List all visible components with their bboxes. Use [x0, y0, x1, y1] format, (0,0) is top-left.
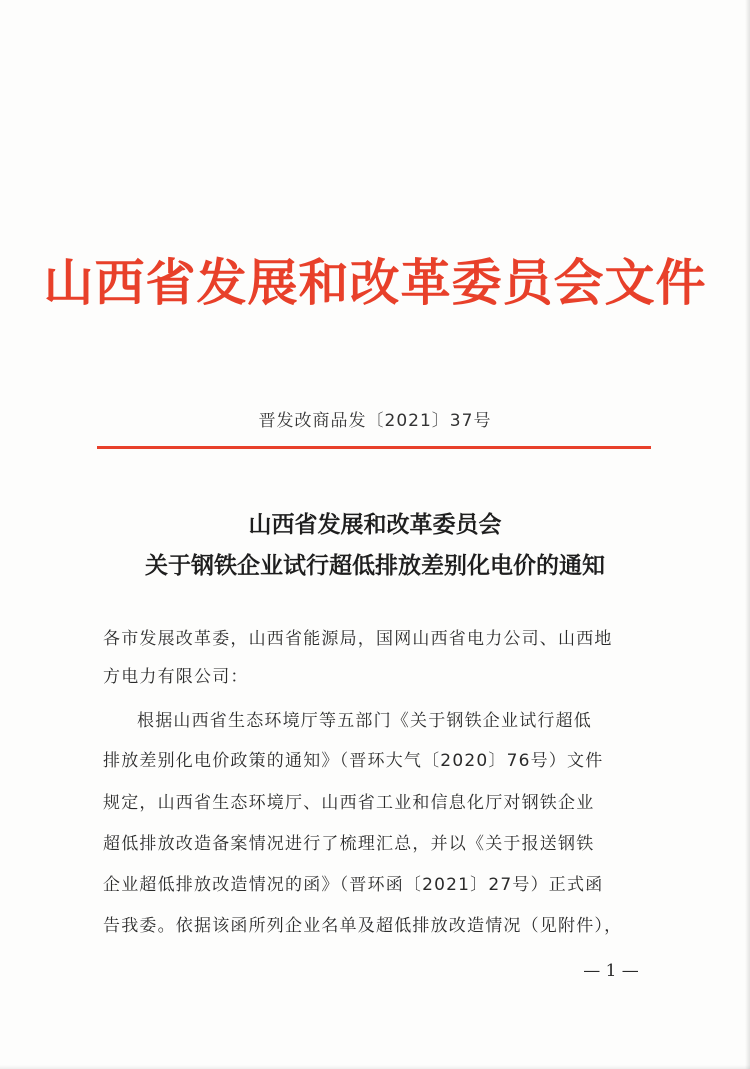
document-number: 晋发改商品发〔2021〕37号 — [258, 411, 492, 431]
masthead-title: 山西省发展和改革委员会文件 — [43, 253, 707, 312]
page-number: — 1 — — [583, 961, 639, 981]
red-separator-line — [97, 446, 651, 449]
body-line-paragraph-start: 根据山西省生态环境厅等五部门《关于钢铁企业试行超低 — [137, 711, 592, 731]
body-line: 告我委。依据该函所列企业名单及超低排放改造情况（见附件）， — [103, 916, 623, 936]
page-bottom-shadow — [0, 1065, 750, 1069]
body-line: 超低排放改造备案情况进行了梳理汇总，并以《关于报送钢铁 — [103, 834, 595, 854]
document-title-line-2: 关于钢铁企业试行超低排放差别化电价的通知 — [145, 552, 605, 579]
body-line-addressees: 各市发展改革委，山西省能源局，国网山西省电力公司、山西地 — [103, 629, 613, 649]
body-line: 企业超低排放改造情况的函》（晋环函〔2021〕27号）正式函 — [103, 875, 604, 895]
body-line-addressees-cont: 方电力有限公司： — [103, 667, 249, 687]
document-title-line-1: 山西省发展和改革委员会 — [248, 511, 502, 538]
body-line: 排放差别化电价政策的通知》（晋环大气〔2020〕76号）文件 — [103, 751, 604, 771]
body-line: 规定，山西省生态环境厅、山西省工业和信息化厅对钢铁企业 — [103, 793, 595, 813]
